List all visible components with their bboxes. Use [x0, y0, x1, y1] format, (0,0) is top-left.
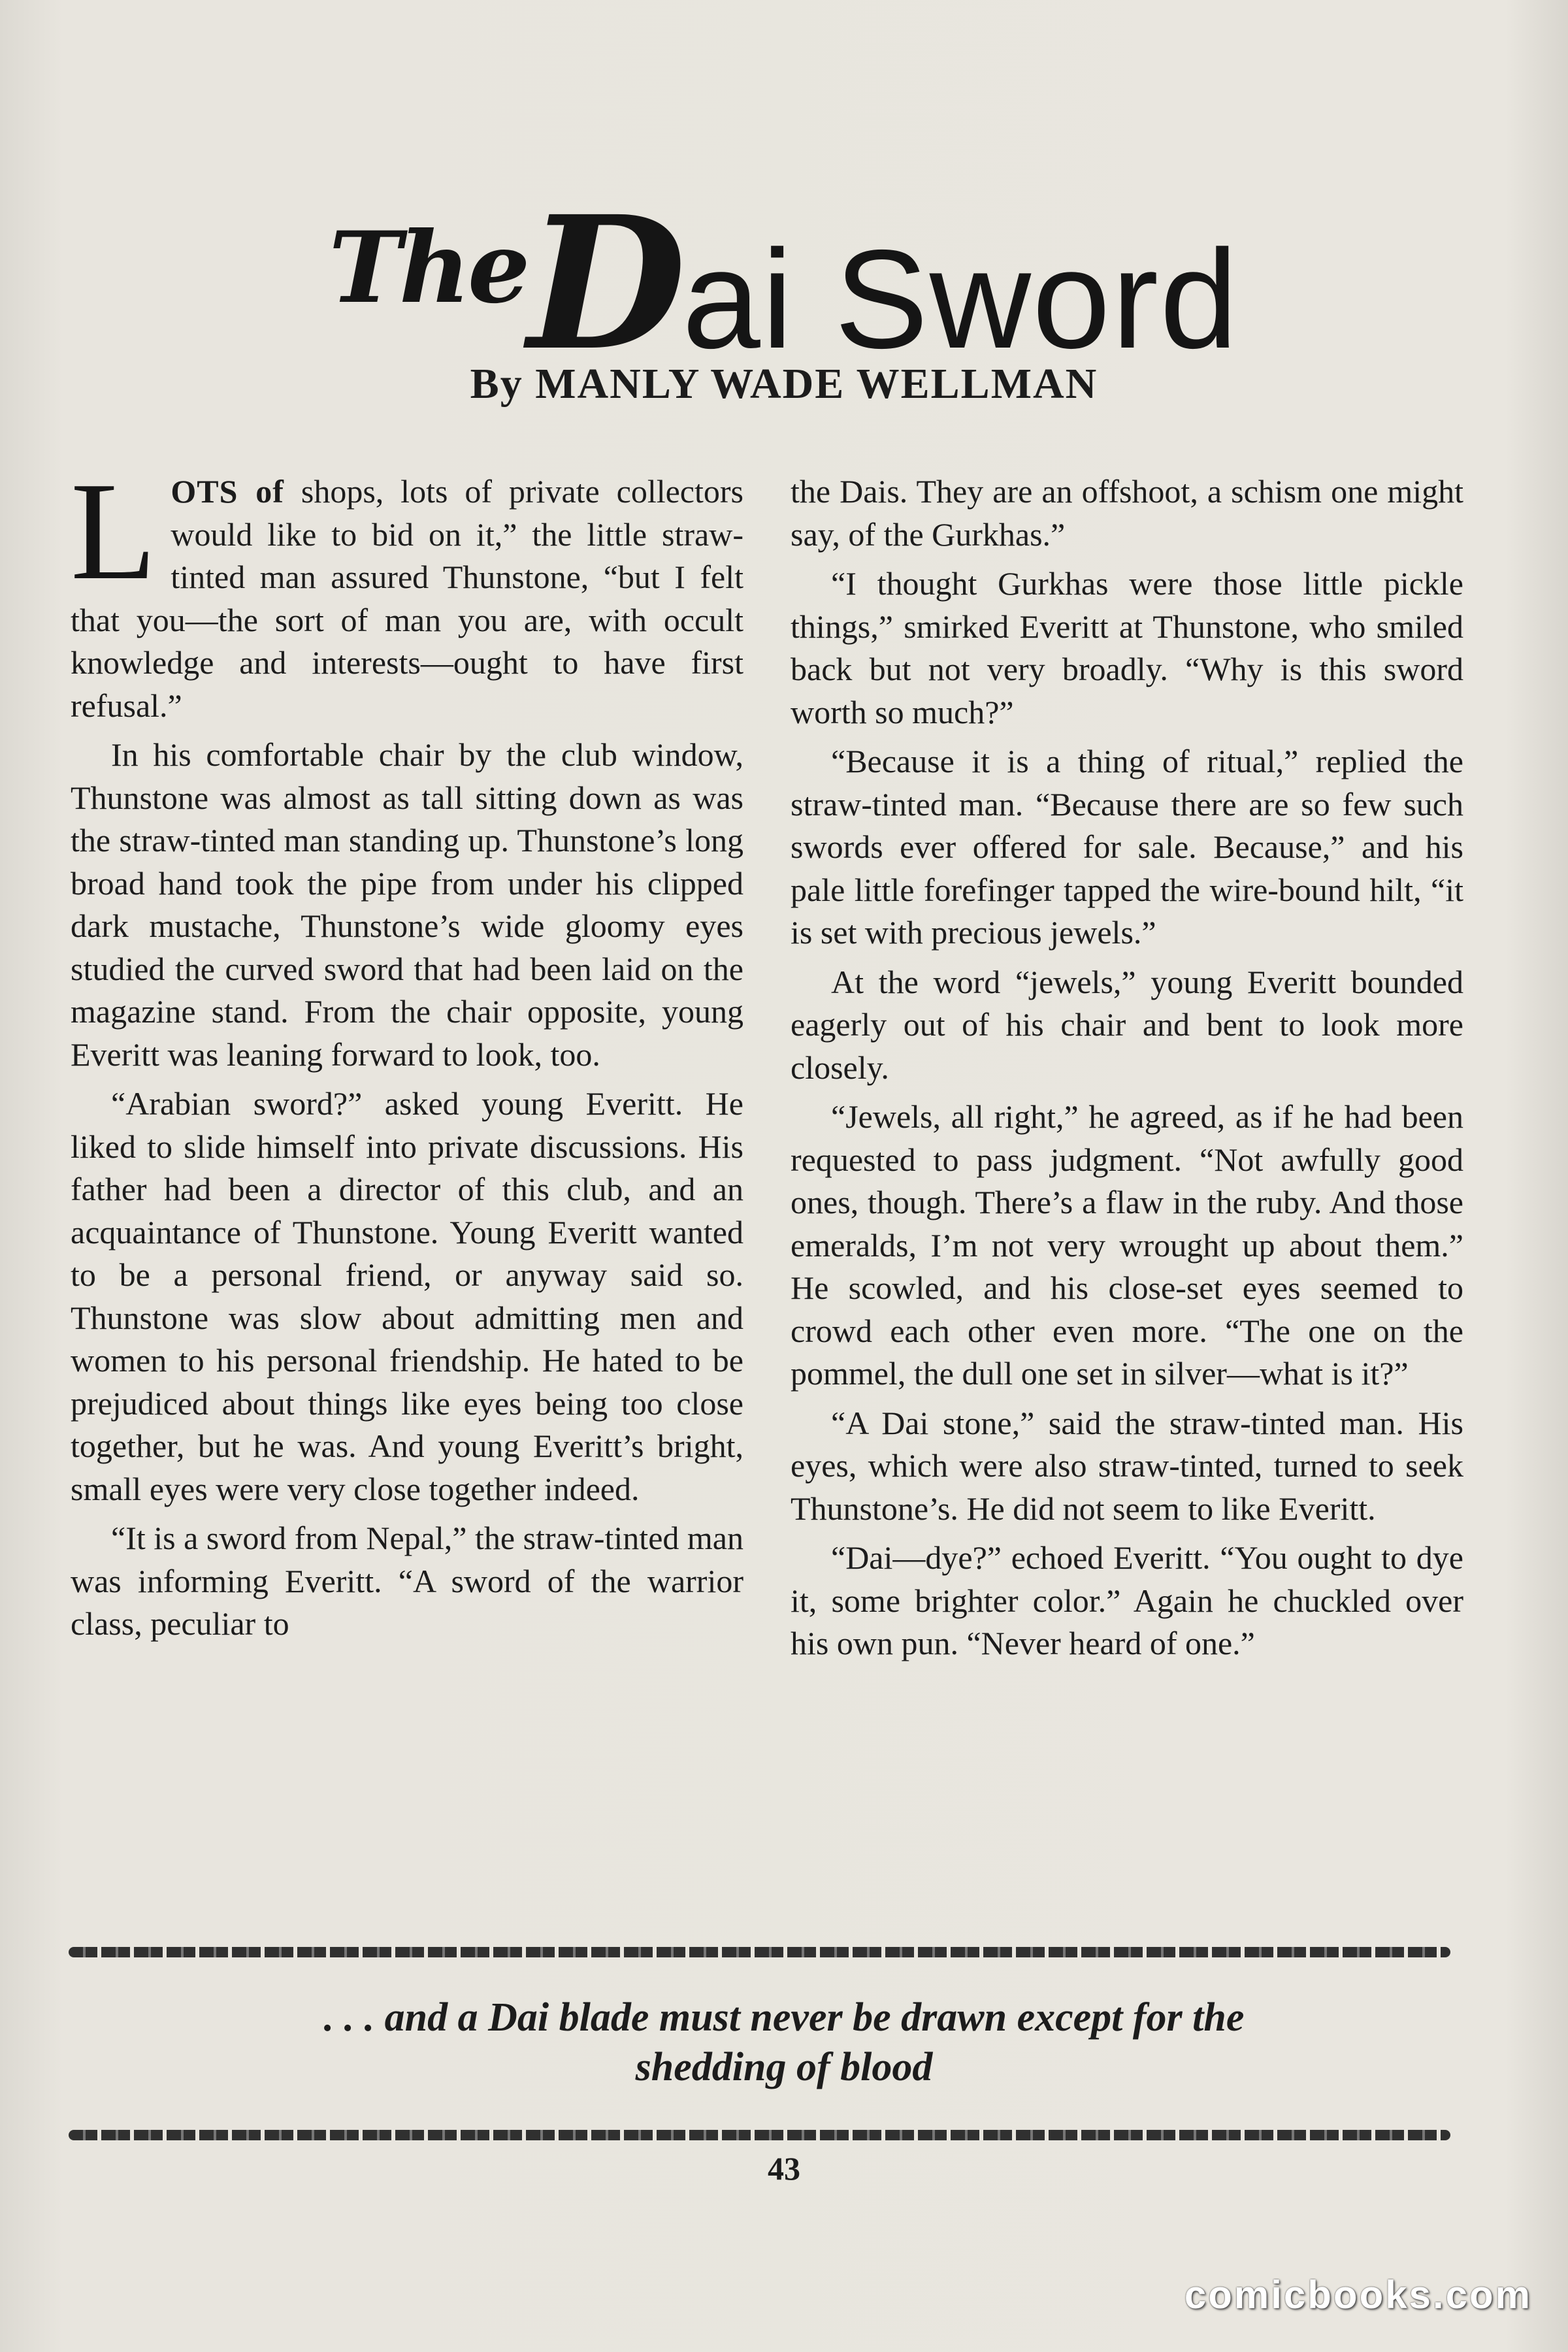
- title-the: The: [329, 210, 528, 325]
- blurb-line: shedding of blood: [635, 2045, 933, 2089]
- page-number: 43: [768, 2150, 800, 2187]
- paragraph: “It is a sword from Nepal,” the straw-tinted man was informing Everitt. “A sword of the warrior class, peculiar to: [71, 1520, 743, 1642]
- paragraph: In his comfortable chair by the club window, Thunstone was almost as tall sitting down as was the straw-tinted man standing up. Thunstone’s long broad hand took the pipe from under his clipped dark mustache, Thunstone’s wide gloomy eyes studied the curved sword that had been laid on the magazine stand. From the chair opposite, young Everitt was leaning forward to look, too.: [71, 736, 743, 1073]
- lead-in: OTS of: [171, 473, 284, 510]
- story-blurb: [0, 1993, 1568, 2092]
- left-column: [71, 453, 743, 1652]
- right-column: [791, 470, 1463, 1672]
- byline: By MANLY WADE WELLMAN: [470, 360, 1098, 408]
- decorative-rule-top: [69, 1947, 1450, 1957]
- drop-cap: L: [71, 453, 157, 609]
- decorative-rule-bottom: [69, 2130, 1450, 2140]
- paragraph: “Arabian sword?” asked young Everitt. He liked to slide himself into private discussions. His father had been a director of this club, and an acquaintance of Thunstone. Young Everitt wanted to be a personal friend, or anyway said so. Thunstone was slow about admitting men and women to his personal friendship. He hated to be prejudiced about things like eyes being too close together, but he was. And young Everitt’s bright, small eyes were very close together indeed.: [71, 1085, 743, 1507]
- blurb-line: . . . and a Dai blade must never be drawn except for the: [323, 1995, 1245, 2040]
- paragraph: [71, 453, 743, 727]
- paragraph: At the word “jewels,” young Everitt bounded eagerly out of his chair and bent to look more closely.: [791, 963, 1463, 1086]
- paragraph: the Dais. They are an offshoot, a schism one might say, of the Gurkhas.”: [791, 473, 1463, 553]
- paragraph: “Because it is a thing of ritual,” replied the straw-tinted man. “Because there are so few such swords ever offered for sale. Because,” and his pale little forefinger tapped the wire-bound hilt, “it is set with precious jewels.”: [791, 743, 1463, 951]
- paragraph: “Jewels, all right,” he agreed, as if he had been requested to pass judgment. “Not awfully good ones, though. There’s a flaw in the ruby. And those emeralds, I’m not very wrought up about them.” He scowled, and his close-set eyes seemed to crowd each other even more. “The one on the pommel, the dull one set in silver—what is it?”: [791, 1098, 1463, 1392]
- title-rest: ai Sword: [682, 220, 1239, 378]
- site-watermark: comicbooks.com: [1184, 2273, 1532, 2317]
- paragraph: “Dai—dye?” echoed Everitt. “You ought to dye it, some brighter color.” Again he chuckled over his own pun. “Never heard of one.”: [791, 1539, 1463, 1661]
- paragraph: “A Dai stone,” said the straw-tinted man. His eyes, which were also straw-tinted, turned to seek Thunstone’s. He did not seem to like Everitt.: [791, 1404, 1463, 1527]
- paragraph-text: shops, lots of private collectors would like to bid on it,” the little straw-tinted man assured Thunstone, “but I felt that you—the sort of man you are, with occult knowledge and interests—ought to have first refusal.”: [71, 473, 743, 724]
- title-initial-d: D: [527, 176, 683, 391]
- paragraph: “I thought Gurkhas were those little pickle things,” smirked Everitt at Thunstone, who smiled back but not very broadly. “Why is this sword worth so much?”: [791, 565, 1463, 730]
